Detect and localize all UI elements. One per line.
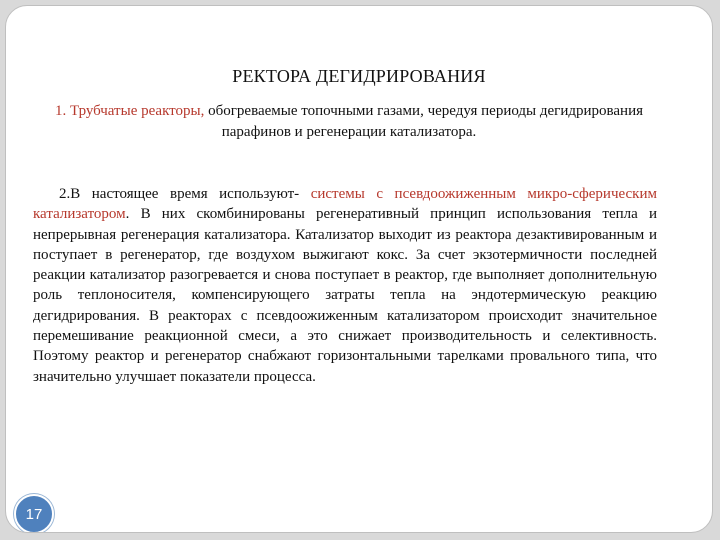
paragraph-2-lead: 2.В настоящее время используют- (59, 186, 311, 202)
slide-title: РЕКТОРА ДЕГИДРИРОВАНИЯ (232, 66, 486, 86)
page-number-badge: 17 (14, 494, 54, 533)
paragraph-2-text: . В них скомбинированы регенеративный принцип использования тепла и непрерывная регенерация катализатора. Катализатор выходит из реактора дезактивированным и поступает в регенератор, где воздухом выжигают кокс. За счет экзотермичности последней реакции катализатор разогревается и снова поступает в реактор, где выполняет дополнительную роль теплоносителя, компенсирующего затраты тепла на эндотермическую реакцию дегидрирования. В реакторах с псевдоожиженным катализатором происходит значительное перемешивание реакционной смеси, а это снижает производительность и селективность. Поэтому реактор и регенератор снабжают горизонтальными тарелками провального типа, что значительно улучшает показатели процесса. (33, 206, 657, 385)
paragraph-2 (33, 184, 657, 387)
paragraph-1-text: обогреваемые топочными газами, чередуя периоды дегидрирования парафинов и регенерации катализатора. (204, 103, 644, 140)
paragraph-2-accent: системы с псевдоожиженным микро-сферическим катализатором (33, 186, 657, 223)
paragraph-1-accent: 1. Трубчатые реакторы, (54, 103, 205, 119)
paragraph-1 (46, 101, 652, 143)
slide (5, 5, 713, 533)
